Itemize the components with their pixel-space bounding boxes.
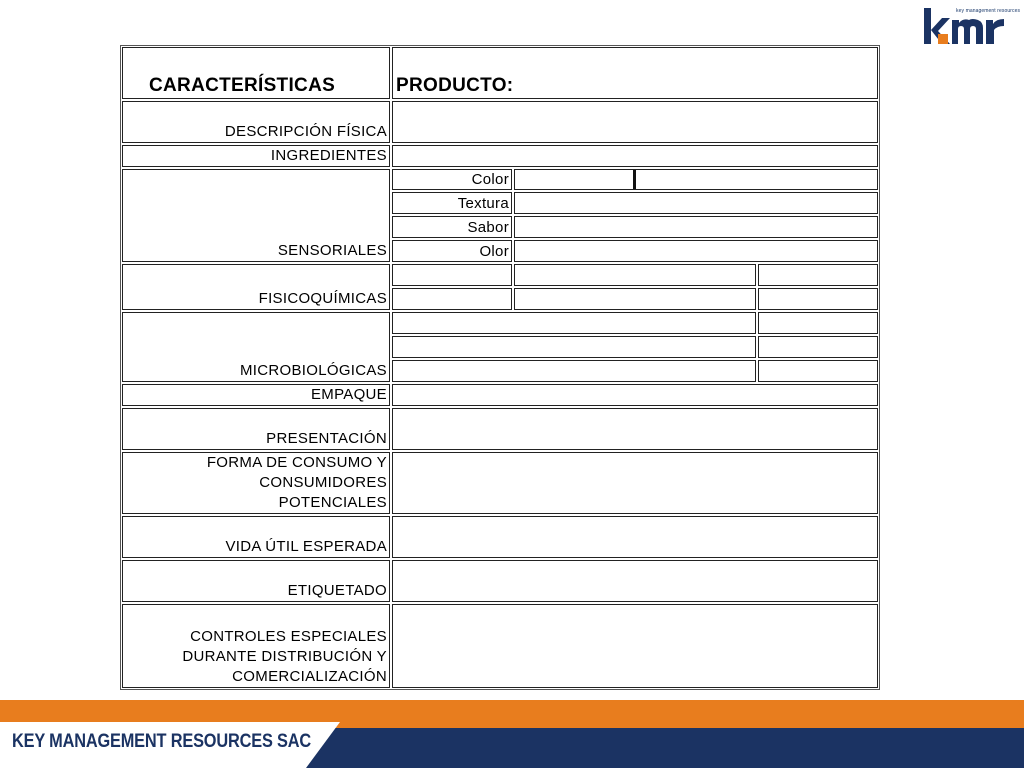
sub-label-textura	[392, 192, 512, 214]
value-sabor[interactable]	[514, 216, 878, 238]
row-label-ingredientes	[122, 145, 390, 167]
value-olor[interactable]	[514, 240, 878, 262]
color-divider	[633, 170, 636, 189]
fisicoquimicas-text: FISICOQUÍMICAS	[258, 290, 387, 307]
row-label-microbiologicas	[122, 312, 390, 382]
olor-text: Olor	[479, 243, 509, 260]
micro-cell-3a[interactable]	[392, 360, 756, 382]
row-label-empaque	[122, 384, 390, 406]
row-label-vida-util	[122, 516, 390, 558]
header-caracteristicas-text: CARACTERÍSTICAS	[149, 75, 336, 96]
kmr-logo	[922, 4, 1021, 48]
header-producto	[392, 47, 878, 99]
value-presentacion[interactable]	[392, 408, 878, 450]
descripcion-text: DESCRIPCIÓN FÍSICA	[224, 123, 387, 140]
micro-cell-1a[interactable]	[392, 312, 756, 334]
ingredientes-text: INGREDIENTES	[270, 147, 387, 164]
value-vida-util[interactable]	[392, 516, 878, 558]
controles-line-1: CONTROLES ESPECIALES	[190, 628, 387, 645]
logo-tagline: key management resources	[956, 8, 1021, 14]
vida-util-text: VIDA ÚTIL ESPERADA	[225, 538, 387, 555]
sub-label-olor	[392, 240, 512, 262]
row-label-controles	[122, 604, 390, 688]
row-label-sensoriales	[122, 169, 390, 262]
micro-cell-2b[interactable]	[758, 336, 878, 358]
textura-text: Textura	[457, 195, 509, 212]
sub-label-sabor	[392, 216, 512, 238]
value-forma-consumo[interactable]	[392, 452, 878, 514]
forma-consumo-line-1: FORMA DE CONSUMO Y	[206, 454, 387, 471]
sub-label-color	[392, 169, 512, 190]
fq-cell-1c[interactable]	[758, 264, 878, 286]
value-color[interactable]	[514, 169, 878, 190]
presentacion-text: PRESENTACIÓN	[266, 430, 387, 447]
value-ingredientes[interactable]	[392, 145, 878, 167]
color-text: Color	[471, 171, 509, 188]
microbiologicas-text: MICROBIOLÓGICAS	[239, 362, 387, 379]
fq-cell-2b[interactable]	[514, 288, 756, 310]
header-producto-text: PRODUCTO:	[396, 75, 514, 96]
value-descripcion[interactable]	[392, 101, 878, 143]
row-label-forma-consumo	[122, 452, 390, 514]
row-label-fisicoquimicas	[122, 264, 390, 310]
sensoriales-text: SENSORIALES	[277, 242, 387, 259]
forma-consumo-line-3: POTENCIALES	[278, 494, 387, 511]
micro-cell-3b[interactable]	[758, 360, 878, 382]
value-textura[interactable]	[514, 192, 878, 214]
header-caracteristicas	[122, 47, 390, 99]
empaque-text: EMPAQUE	[310, 386, 387, 403]
fq-cell-1a[interactable]	[392, 264, 512, 286]
micro-cell-2a[interactable]	[392, 336, 756, 358]
footer-company-name: KEY MANAGEMENT RESOURCES SAC	[12, 731, 312, 752]
fq-cell-2a[interactable]	[392, 288, 512, 310]
controles-line-2: DURANTE DISTRIBUCIÓN Y	[182, 648, 387, 665]
row-label-descripcion	[122, 101, 390, 143]
row-label-etiquetado	[122, 560, 390, 602]
etiquetado-text: ETIQUETADO	[287, 582, 387, 599]
value-controles[interactable]	[392, 604, 878, 688]
forma-consumo-line-2: CONSUMIDORES	[259, 474, 387, 491]
value-etiquetado[interactable]	[392, 560, 878, 602]
controles-line-3: COMERCIALIZACIÓN	[232, 668, 387, 685]
row-label-presentacion	[122, 408, 390, 450]
micro-cell-1b[interactable]	[758, 312, 878, 334]
value-empaque[interactable]	[392, 384, 878, 406]
fq-cell-2c[interactable]	[758, 288, 878, 310]
fq-cell-1b[interactable]	[514, 264, 756, 286]
sabor-text: Sabor	[467, 219, 509, 236]
